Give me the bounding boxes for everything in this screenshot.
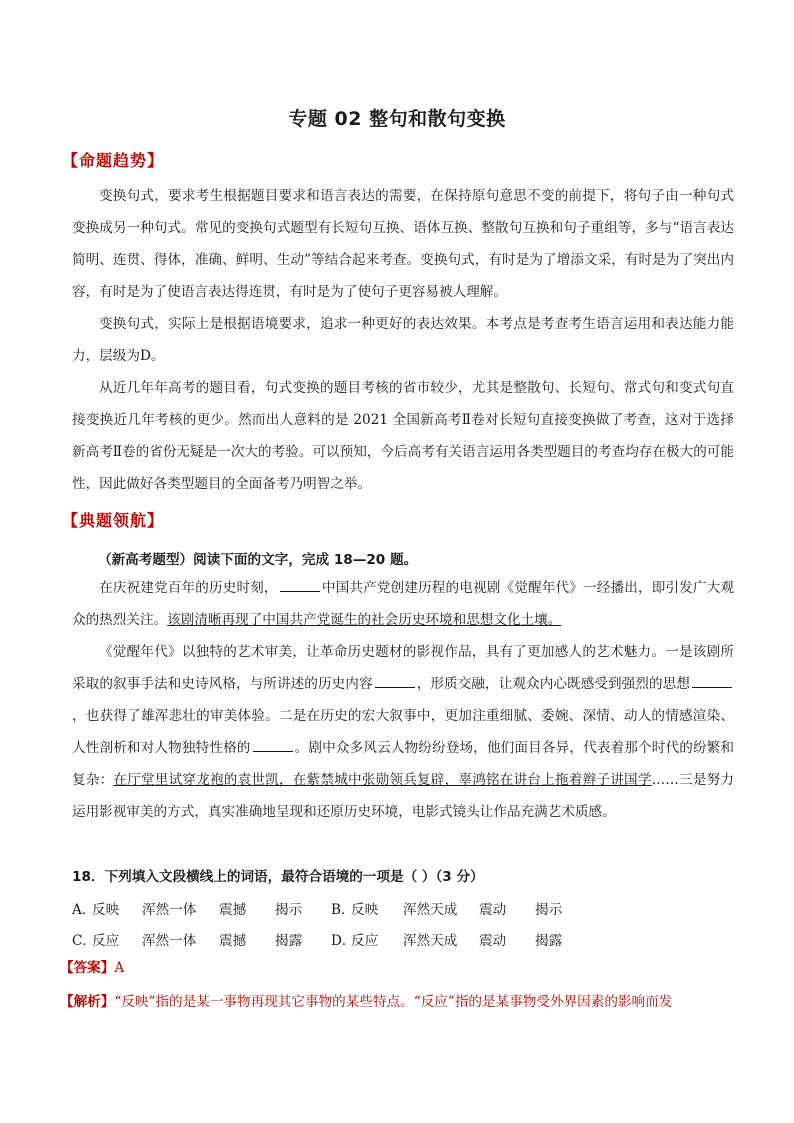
passage-text: 《觉醒年代》以独特的艺术审美，让革命历史题材的影视作品，具有了更加感人的艺术魅力。一是该剧所采取的叙事手法和史诗风格，与所讲述的历史内容 <box>72 644 734 692</box>
option-d-word-1: 反应 <box>351 933 379 949</box>
underlined-sentence: 在厅堂里试穿龙袍的袁世凯，在紫禁城中张勋领兵复辟，辜鸿铭在讲台上拖着辫子讲国学 <box>113 772 652 788</box>
passage-paragraph-2 <box>72 636 734 828</box>
option-b-word-4: 揭示 <box>535 902 563 918</box>
passage-text: 。剧中众多风云人物纷纷登场，他们面目各异，代表着那个时代的纷繁和复杂： <box>72 740 735 788</box>
blank-1 <box>280 579 320 592</box>
page-title: 专题 02 整句和散句变换 <box>288 108 506 130</box>
analysis-text: “反映”指的是某一事物再现其它事物的某些特点。“反应”指的是某事物受外界因素的影响而发 <box>114 994 673 1010</box>
section-heading-trend: 【命题趋势】 <box>62 151 165 170</box>
option-c-word-3: 震撼 <box>219 933 247 949</box>
section-heading-example: 【典题领航】 <box>62 511 165 530</box>
blank-4 <box>253 739 293 752</box>
option-c-word-2: 浑然一体 <box>142 933 197 949</box>
passage-text: ……三是努力运用影视审美的方式，真实准确地呈现和还原历史环境，电影式镜头让作品充满艺术质感。 <box>72 772 735 820</box>
option-a-word-4: 揭示 <box>275 902 303 918</box>
trend-paragraph-1: 变换句式，要求考生根据题目要求和语言表达的需要，在保持原句意思不变的前提下，将句子由一种句式变换成另一种句式。常见的变换句式题型有长短句互换、语体互换、整散句互换和句子重组等，多与“语言表达简明、连贯、得体，准确、鲜明、生动”等结合起来考查。变换句式，有时是为了增添文采，有时是为了突出内容，有时是为了使语言表达得连贯，有时是为了使句子更容易被人理解。 <box>72 188 734 300</box>
option-letter: A． <box>72 902 96 918</box>
option-c-word-1: 反应 <box>92 933 120 949</box>
trend-paragraph-3: 从近几年年高考的题目看，句式变换的题目考核的省市较少，尤其是整散句、长短句、常式句和变式句直接变换近几年考核的更少。然而出人意料的是 2021 全国新高考Ⅱ卷对长短句直接变换做了考查，这对于选择新高考Ⅱ卷的省份无疑是一次大的考验。可以预知，今后高考有关语言运用各类型题目的考查均存在极大的可能性，因此做好各类型题目的全面备考乃明智之举。 <box>72 380 734 492</box>
passage-text: 中国共产党创建历程的电视剧《觉醒年代》一经播出，即引发广大观众的热烈关注。 <box>72 580 735 628</box>
analysis-tag: 【解析】 <box>60 994 115 1010</box>
option-d-word-4: 揭露 <box>535 933 563 949</box>
option-letter: C． <box>72 933 96 949</box>
blank-2 <box>375 675 415 688</box>
option-b-word-3: 震动 <box>479 902 507 918</box>
option-b-word-1: 反映 <box>351 902 379 918</box>
answer-line <box>60 956 124 976</box>
analysis-line <box>60 990 672 1010</box>
passage-text: ，形质交融，让观众内心既感受到强烈的思想 <box>416 676 691 692</box>
passage-text: 在庆祝建党百年的历史时刻， <box>99 580 278 596</box>
passage-paragraph-1 <box>72 572 734 636</box>
question-intro: （新高考题型）阅读下面的文字，完成 18—20 题。 <box>98 552 418 568</box>
blank-3 <box>692 675 732 688</box>
option-letter: D． <box>331 933 356 949</box>
answer-value: A <box>114 960 125 976</box>
question-stem: 18．下列填入文段横线上的词语，最符合语境的一项是（ ）（3 分） <box>72 869 484 885</box>
passage-text: ，也获得了雄浑悲壮的审美体验。二是在历史的宏大叙事中，更加注重细腻、委婉、深情、动人的情感渲染、人性剖析和对人物独特性格的 <box>72 708 734 756</box>
trend-paragraph-2: 变换句式，实际上是根据语境要求，追求一种更好的表达效果。本考点是考查考生语言运用和表达能力能力，层级为D。 <box>72 316 734 364</box>
option-a-word-1: 反映 <box>92 902 120 918</box>
option-b-word-2: 浑然天成 <box>403 902 458 918</box>
option-d-word-3: 震动 <box>479 933 507 949</box>
underlined-sentence: 该剧清晰再现了中国共产党诞生的社会历史环境和思想文化土壤。 <box>167 612 562 628</box>
option-letter: B． <box>331 902 355 918</box>
option-a-word-2: 浑然一体 <box>142 902 197 918</box>
answer-tag: 【答案】 <box>60 960 115 976</box>
option-a-word-3: 震撼 <box>219 902 247 918</box>
option-c-word-4: 揭露 <box>275 933 303 949</box>
option-d-word-2: 浑然天成 <box>403 933 458 949</box>
